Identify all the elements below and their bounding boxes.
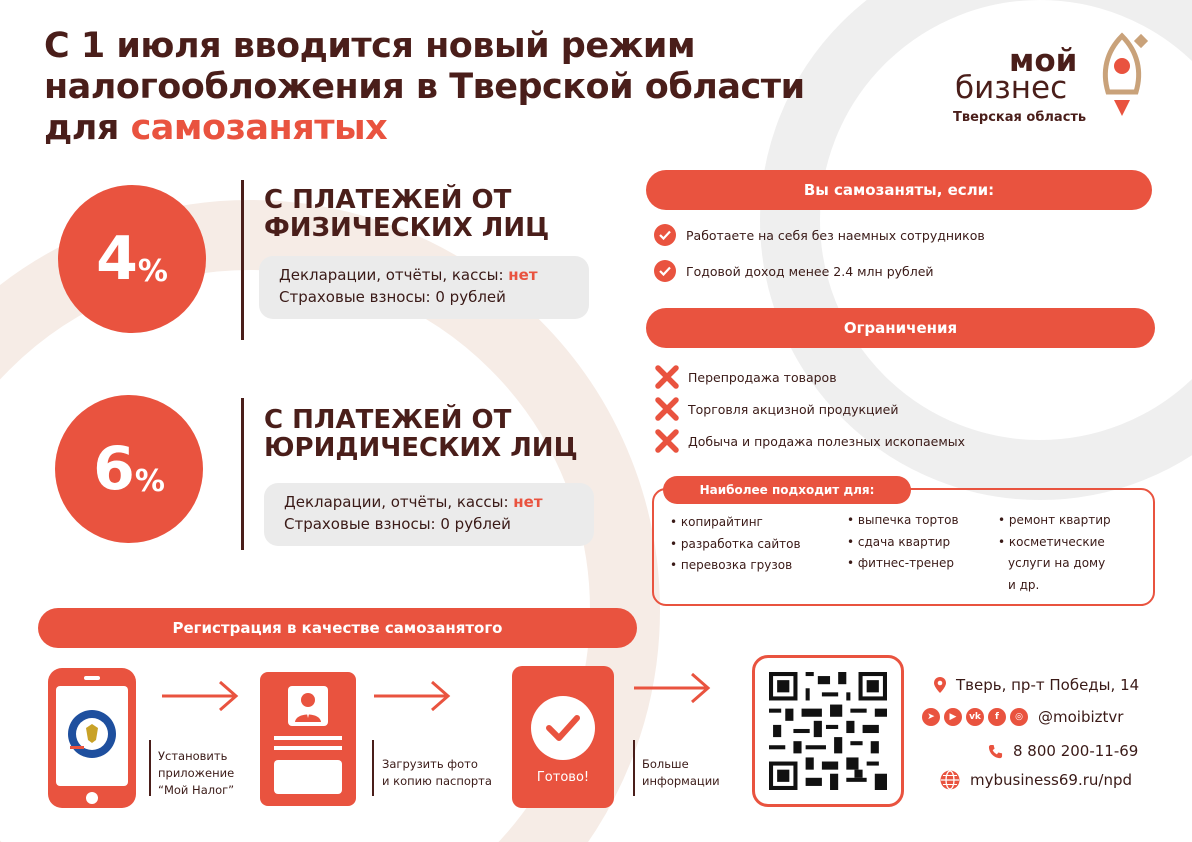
step-divider [372,740,374,796]
qr-code-frame[interactable] [752,655,904,807]
conditions-title: Вы самозаняты, если: [646,170,1152,210]
page-title: С 1 июля вводится новый режим налогообложения в Тверской области для самозанятых [44,26,805,148]
cross-icon [654,364,680,390]
document-card [260,672,356,806]
registration-title: Регистрация в качестве самозанятого [38,608,637,648]
suits-title: Наиболее подходит для: [663,476,911,504]
logo-region: Тверская область [953,110,1087,125]
contact-phone[interactable]: 8 800 200-11-69 [988,742,1138,760]
contact-website[interactable]: mybusiness69.ru/npd [940,770,1132,790]
check-icon [546,714,580,742]
restriction-item: Добыча и продажа полезных ископаемых [654,428,965,454]
rate-circle-4: 4 % [58,185,206,333]
divider-bar [241,180,244,340]
step-4-text: Больше информации [642,757,720,788]
step-divider [149,740,151,796]
rate-info-box-individuals: Декларации, отчёты, кассы: нет Страховые взносы: 0 рублей [259,256,589,319]
contact-social[interactable]: ➤ ▶ vk f ◎ @moibiztvr [922,708,1123,726]
step-2-text: Загрузить фото и копию паспорта [382,757,492,788]
location-pin-icon [934,677,946,693]
suits-column-2: • выпечка тортов • сдача квартир • фитнес-тренер [847,510,959,575]
condition-item: Работаете на себя без наемных сотрудников [654,224,985,246]
check-icon [654,224,676,246]
restrictions-title: Ограничения [646,308,1155,348]
step-divider [633,740,635,796]
rate-heading-individuals: С ПЛАТЕЖЕЙ ОТ ФИЗИЧЕСКИХ ЛИЦ [264,185,550,243]
contact-address: Тверь, пр-т Победы, 14 [934,676,1139,694]
check-icon [654,260,676,282]
instagram-icon[interactable]: ◎ [1010,708,1028,726]
suits-column-1: • копирайтинг • разработка сайтов • перевозка грузов [670,512,801,577]
telegram-icon[interactable]: ➤ [922,708,940,726]
divider-bar [241,398,244,550]
vk-icon[interactable]: vk [966,708,984,726]
restriction-item: Торговля акцизной продукцией [654,396,898,422]
logo-text: мой бизнес [955,43,1078,106]
facebook-icon[interactable]: f [988,708,1006,726]
restriction-item: Перепродажа товаров [654,364,837,390]
step-1-text: Установить приложение “Мой Налог” [158,749,235,797]
qr-code-icon [769,672,887,790]
rate-circle-6: 6 % [55,395,203,543]
youtube-icon[interactable]: ▶ [944,708,962,726]
cross-icon [654,428,680,454]
title-accent: самозанятых [130,108,388,148]
suits-column-3: • ремонт квартир • косметические услуги на дому и др. [998,510,1111,596]
arrow-icon [632,670,712,706]
tax-service-emblem-icon [66,708,118,760]
person-icon [290,688,326,724]
globe-icon [940,770,960,790]
rate-info-box-legal: Декларации, отчёты, кассы: нет Страховые взносы: 0 рублей [264,483,594,546]
cross-icon [654,396,680,422]
arrow-icon [160,678,240,714]
done-card [512,666,614,808]
rate-heading-legal: С ПЛАТЕЖЕЙ ОТ ЮРИДИЧЕСКИХ ЛИЦ [264,405,578,463]
condition-item: Годовой доход менее 2.4 млн рублей [654,260,934,282]
arrow-icon [372,678,452,714]
phone-icon [988,744,1003,759]
phone-card [48,668,136,808]
done-label: Готово! [536,770,590,785]
logo-rocket-icon [1098,30,1154,126]
